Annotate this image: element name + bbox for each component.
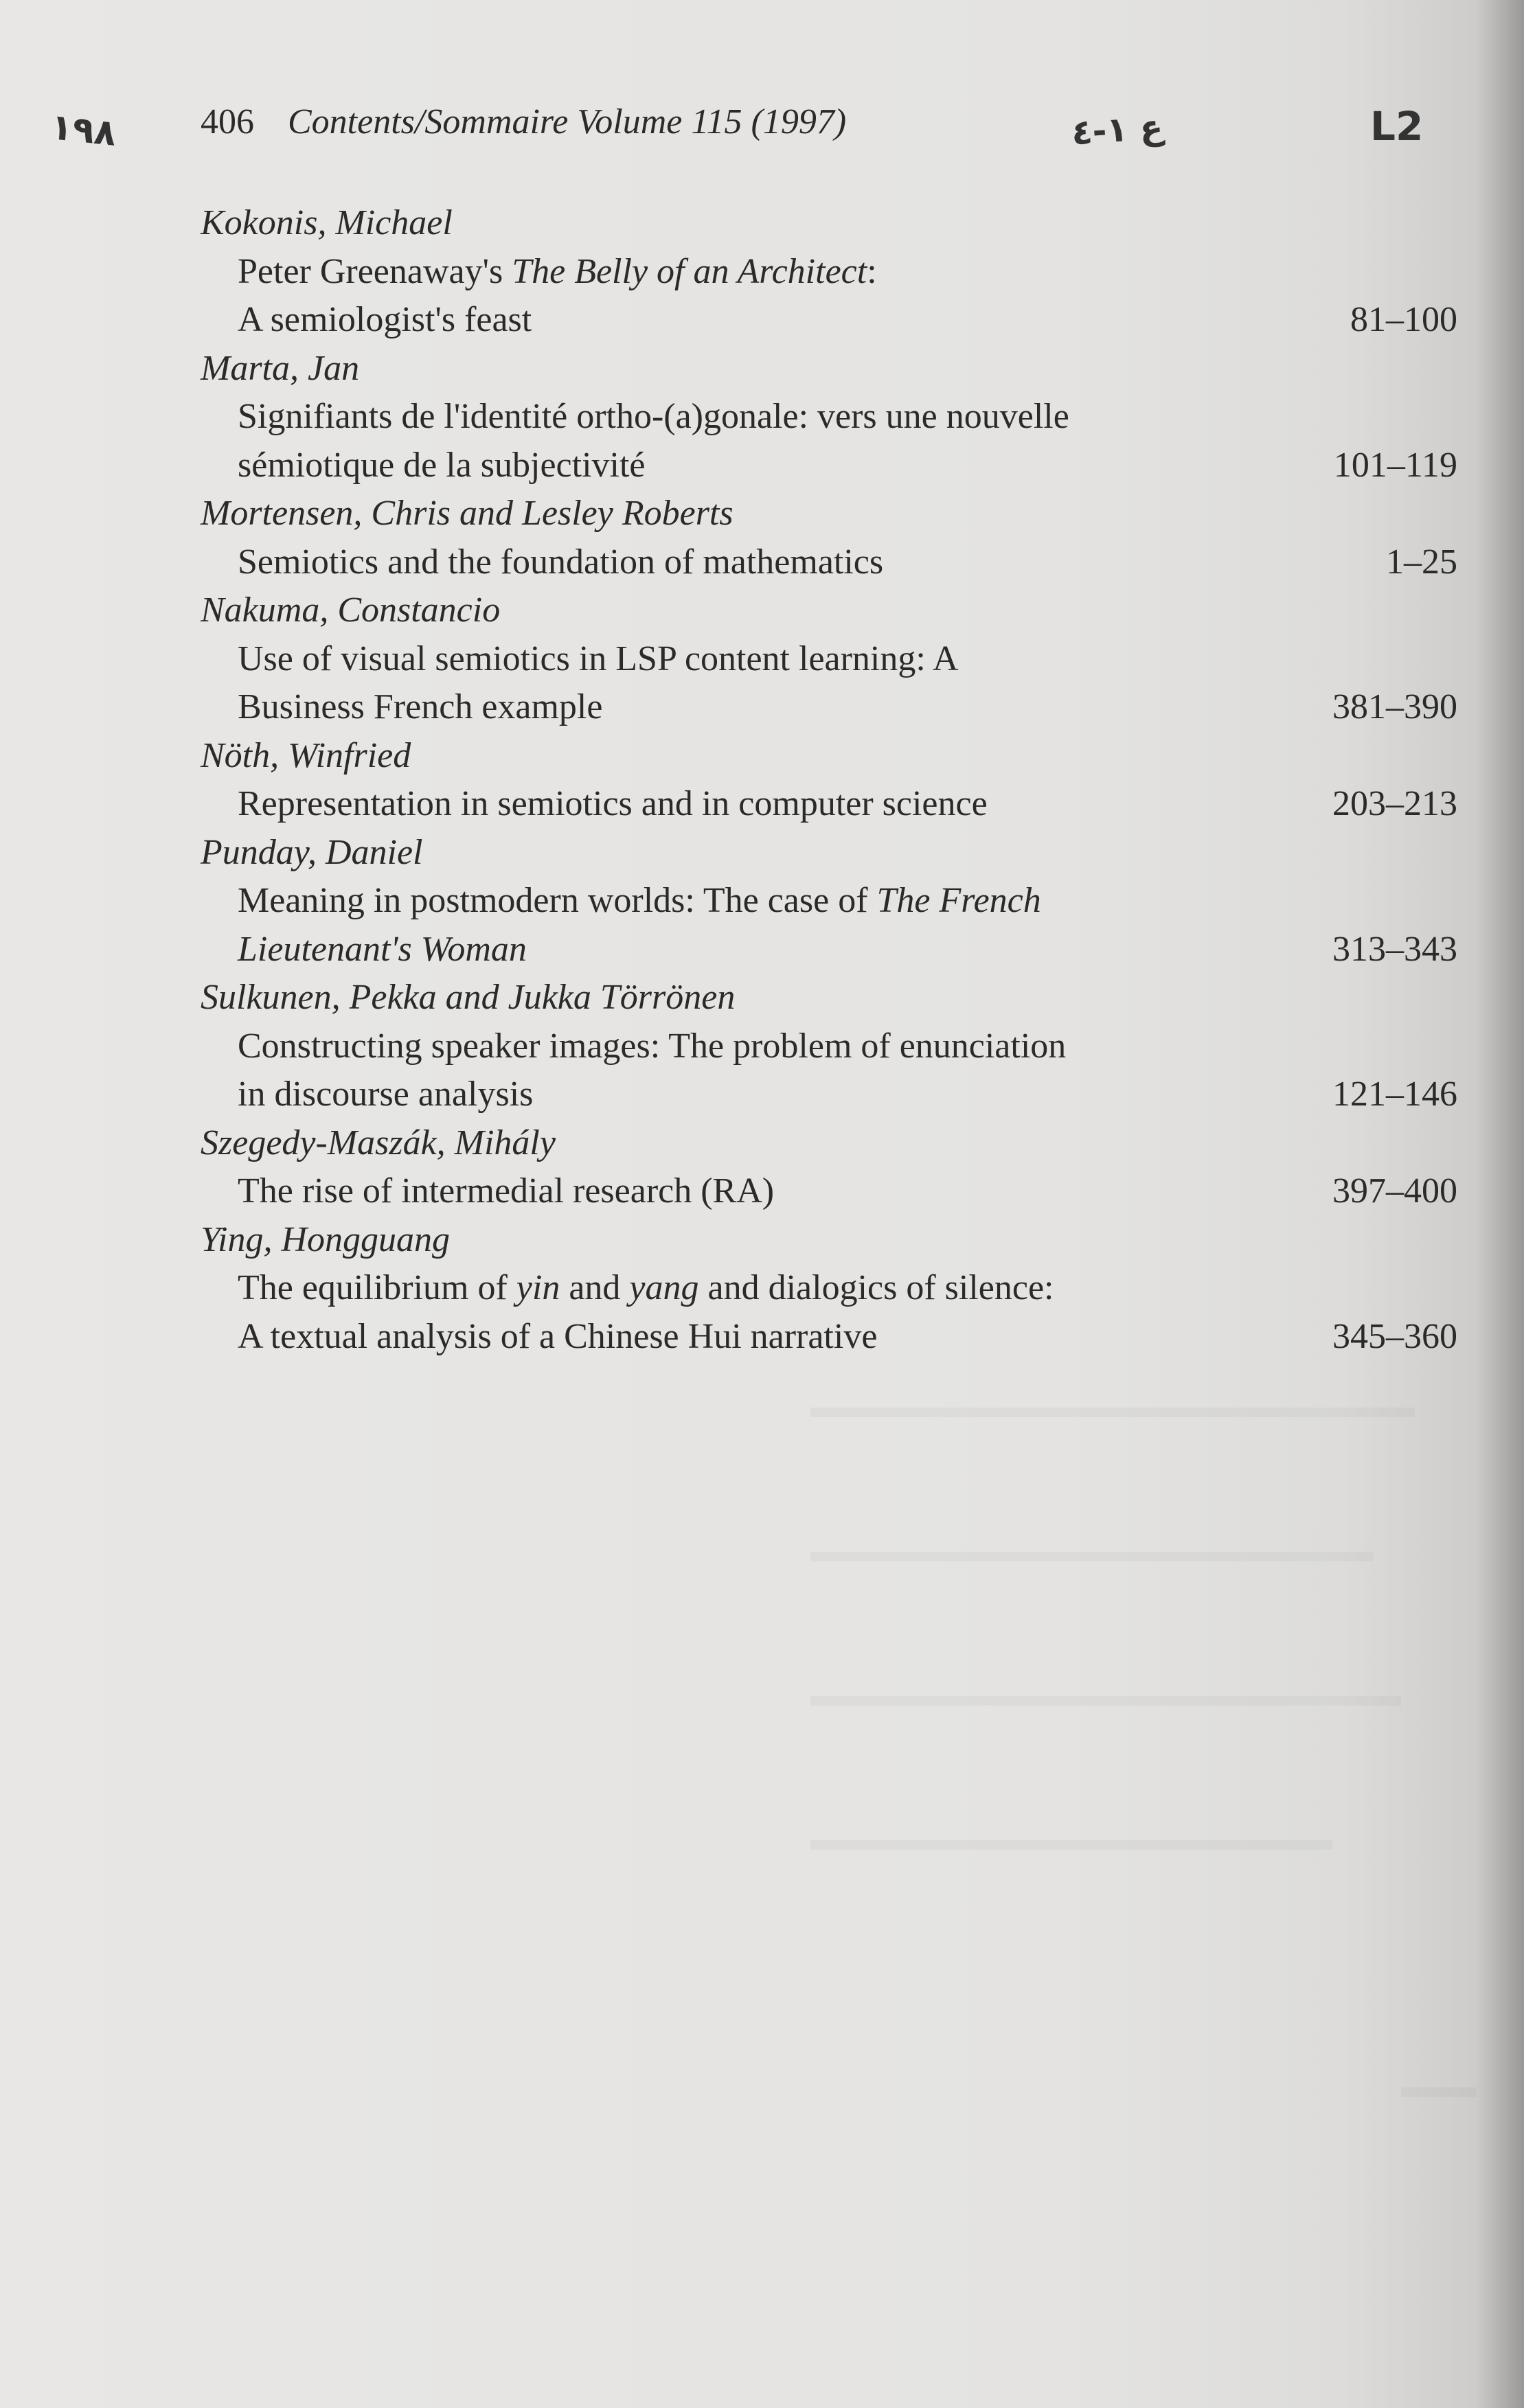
page-range: 381–390 (1332, 687, 1457, 726)
title-text: sémiotique de la subjectivité (238, 445, 646, 485)
title-text: Use of visual semiotics in LSP content learning: A (238, 639, 959, 678)
title-italic-text: yang (629, 1268, 699, 1307)
handwritten-note-left: ١٩٨ (49, 106, 119, 154)
toc-entry (201, 345, 1457, 490)
handwritten-note-issue: ع ١-٤ (1070, 106, 1165, 153)
toc-title-line (201, 442, 1457, 490)
title-text: Meaning in postmodern worlds: The case of (238, 881, 877, 920)
toc-title-line (201, 296, 1457, 345)
page-range: 1–25 (1386, 542, 1457, 582)
handwritten-note-right: L2 (1370, 103, 1424, 150)
toc-author: Mortensen, Chris and Lesley Roberts (201, 494, 733, 533)
toc-title-line (201, 1313, 1457, 1362)
title-text: Peter Greenaway's (238, 251, 512, 291)
show-through-decoration (810, 1840, 1332, 1850)
toc-title-line (201, 877, 1457, 926)
title-text: : (867, 251, 877, 291)
page-range: 397–400 (1332, 1171, 1457, 1211)
table-of-contents (201, 199, 1457, 1361)
toc-entry (201, 586, 1457, 732)
title-italic-text: yin (516, 1268, 560, 1307)
title-italic-text: Lieutenant's Woman (238, 929, 527, 969)
title-text: A semiologist's feast (238, 300, 532, 339)
toc-author: Ying, Hongguang (201, 1219, 451, 1259)
page-range: 313–343 (1332, 929, 1457, 969)
toc-title-line (201, 538, 1457, 587)
title-text: Representation in semiotics and in computer science (238, 784, 988, 823)
toc-entry (201, 974, 1457, 1119)
title-text: Semiotics and the foundation of mathematics (238, 542, 884, 582)
toc-entry (201, 732, 1457, 829)
title-text: Constructing speaker images: The problem of enunciation (238, 1026, 1067, 1066)
page-range: 121–146 (1332, 1075, 1457, 1114)
toc-author: Punday, Daniel (201, 832, 423, 872)
toc-entry (201, 1119, 1457, 1216)
title-text: A textual analysis of a Chinese Hui narrative (238, 1316, 878, 1356)
show-through-decoration (810, 1408, 1415, 1417)
title-text: The rise of intermedial research (RA) (238, 1171, 775, 1211)
page-range: 203–213 (1332, 784, 1457, 823)
toc-entry (201, 1216, 1457, 1362)
show-through-decoration (810, 1552, 1374, 1561)
toc-author: Nöth, Winfried (201, 735, 411, 775)
title-text: Signifiants de l'identité ortho-(a)gonale: vers une nouvelle (238, 397, 1069, 436)
show-through-decoration (1401, 2087, 1477, 2097)
title-text: and (560, 1268, 630, 1307)
toc-author: Szegedy-Maszák, Mihály (201, 1123, 556, 1162)
toc-title-line (201, 248, 1457, 297)
toc-title-line (201, 1070, 1457, 1119)
page-range: 345–360 (1332, 1316, 1457, 1356)
title-italic-text: The French (876, 881, 1041, 920)
toc-title-line (201, 926, 1457, 974)
toc-title-line (201, 1022, 1457, 1071)
toc-title-line (201, 683, 1457, 732)
journal-title: Contents/Sommaire Volume 115 (1997) (288, 102, 847, 141)
running-head (201, 102, 846, 142)
page-range: 101–119 (1333, 445, 1457, 485)
title-text: The equilibrium of (238, 1268, 516, 1307)
toc-title-line (201, 780, 1457, 829)
title-text: Business French example (238, 687, 603, 726)
toc-author: Sulkunen, Pekka and Jukka Törrönen (201, 978, 736, 1017)
page-number: 406 (201, 102, 254, 141)
toc-entry (201, 829, 1457, 974)
toc-author: Nakuma, Constancio (201, 590, 501, 630)
toc-author: Kokonis, Michael (201, 203, 453, 242)
page-spine-shadow (1476, 0, 1524, 2408)
toc-title-line (201, 1167, 1457, 1216)
title-italic-text: The Belly of an Architect (512, 251, 867, 291)
toc-title-line (201, 635, 1457, 684)
page-range: 81–100 (1350, 300, 1457, 339)
title-text: in discourse analysis (238, 1075, 534, 1114)
title-text: and dialogics of silence: (698, 1268, 1054, 1307)
toc-entry (201, 490, 1457, 586)
show-through-decoration (810, 1696, 1401, 1706)
toc-author: Marta, Jan (201, 348, 360, 388)
toc-title-line (201, 393, 1457, 442)
toc-entry (201, 199, 1457, 345)
toc-title-line (201, 1264, 1457, 1313)
